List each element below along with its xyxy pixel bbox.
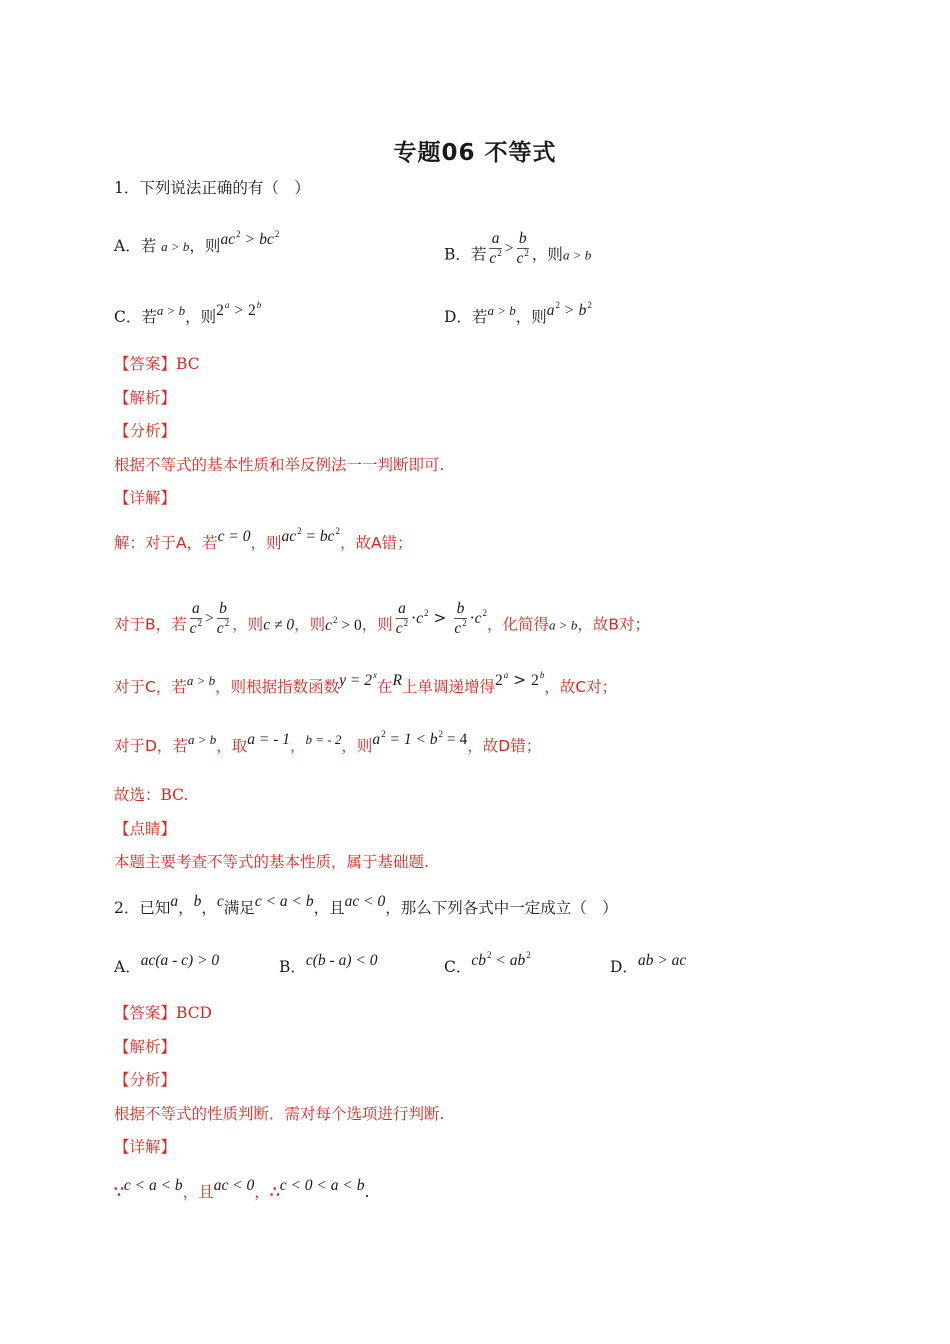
- q1-dianjing-text: 本题主要考查不等式的基本性质，属于基础题.: [114, 853, 429, 871]
- q1-fenxi-tag: 【分析】: [114, 422, 177, 440]
- q1-option-d: D．若$^{a > b}$，则$a^2 > b^2$: [444, 300, 592, 326]
- q1-detail-line-1: 解：对于A，若c = 0，则$ac^2 = bc^2$，故A错；: [114, 526, 413, 552]
- question-1-stem: 1．下列说法正确的有（ ）: [114, 179, 310, 197]
- q2-fenxi-tag: 【分析】: [114, 1071, 177, 1089]
- q2-option-b: B．c(b - a) < 0: [279, 952, 378, 976]
- q1-answer: 【答案】BC: [114, 355, 200, 373]
- because-symbol: ∵: [114, 1182, 124, 1201]
- q1-conclusion: 故选：BC.: [114, 786, 189, 804]
- q1-fenxi-text: 根据不等式的基本性质和举反例法一一判断即可.: [114, 456, 445, 474]
- page-title: 专题06 不等式: [393, 140, 557, 166]
- q1-jiexi-tag: 【解析】: [114, 389, 177, 407]
- q1-option-a: A．若 a > b，则$ac^2 > bc^2$: [114, 229, 280, 255]
- therefore-symbol: ∴: [269, 1182, 280, 1201]
- q1-option-b: B．若 $\frac{a}{c^2}$ > $\frac{b}{c^2}$ ，则a > b: [444, 230, 592, 267]
- q1-dianjing-tag: 【点睛】: [114, 820, 177, 838]
- q2-jiexi-tag: 【解析】: [114, 1038, 177, 1056]
- q1-detail-line-2: 对于B，若 $\frac{a}{c^2}$ > $\frac{b}{c^2}$ ，则c ≠ 0，则$c^2 > 0$，则 $\frac{a}{c^2}$ $\cdot c^2$ > $\frac{b}{c^2}$ $\cdot c^2$，化简得a > b，故B对；: [114, 600, 650, 637]
- q2-fenxi-text: 根据不等式的性质判断．需对每个选项进行判断.: [114, 1105, 445, 1123]
- q1-detail-line-4: 对于D，若$^{a > b}$，取a = - 1，$^{b = - 2}$，则$a^2 = 1 < b^2 = 4$，故D错；: [114, 729, 542, 755]
- question-2-stem: 2．已知a，b，c满足c < a < b，且ac < 0，那么下列各式中一定成立（ ）: [114, 893, 618, 917]
- q1-detail-line-3: 对于C，若$^{a > b}$，则根据指数函数$y = 2^x$在R上单调递增得$2^a > 2^b$，故C对；: [114, 670, 618, 696]
- q2-xiangjie-tag: 【详解】: [114, 1138, 177, 1156]
- q2-option-c: C．$cb^2 < ab^2$: [444, 950, 531, 976]
- q1-xiangjie-tag: 【详解】: [114, 489, 177, 507]
- q2-option-a: A．ac(a - c) > 0: [114, 952, 220, 976]
- q2-answer: 【答案】BCD: [114, 1004, 212, 1022]
- q2-detail-line-1: ∵c < a < b，且ac < 0，∴c < 0 < a < b.: [114, 1177, 370, 1201]
- q2-option-d: D．ab > ac: [610, 952, 687, 976]
- q1-option-c: C．若$^{a > b}$，则2$^a$ > 2$^b$: [114, 300, 262, 326]
